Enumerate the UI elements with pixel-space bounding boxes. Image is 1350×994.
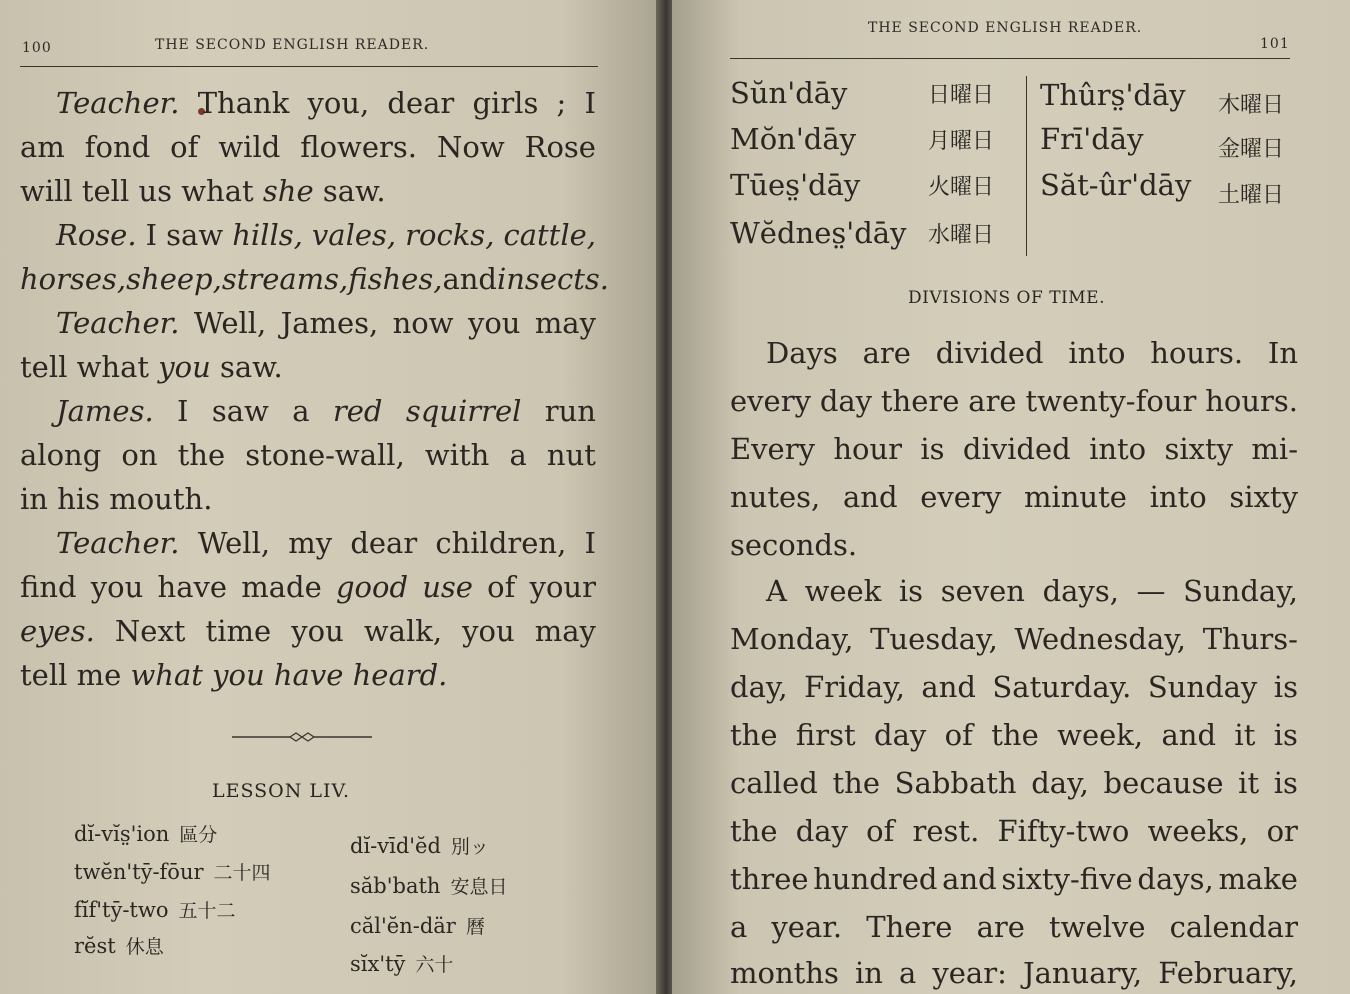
- word: sixty-five: [1001, 862, 1133, 896]
- word: Thurs-: [1202, 622, 1298, 656]
- word: are: [862, 336, 911, 370]
- word: divided: [935, 336, 1044, 370]
- vocab-translation: 五十二: [178, 900, 236, 922]
- paragraph-line: [730, 718, 1298, 752]
- paragraph-line: [730, 766, 1298, 800]
- word: minute: [1023, 480, 1127, 514]
- word: Well,: [193, 306, 267, 340]
- text-run: will tell us what: [20, 174, 263, 208]
- word: a: [292, 394, 310, 428]
- word: with: [424, 438, 490, 472]
- dialogue-line: [20, 262, 609, 296]
- text-run: saw.: [313, 174, 386, 208]
- paragraph-line: [730, 622, 1298, 656]
- word: a: [899, 956, 917, 990]
- word: three: [730, 862, 809, 896]
- word: divided: [962, 432, 1071, 466]
- word: into: [1089, 432, 1147, 466]
- word: made: [241, 570, 322, 604]
- dialogue-line: [20, 130, 596, 164]
- word: a: [730, 910, 748, 944]
- dialogue-line: [20, 438, 596, 472]
- word: it: [1234, 718, 1256, 752]
- word: months: [730, 956, 839, 990]
- dialogue-line: [20, 482, 212, 516]
- dialogue-line: [20, 614, 596, 648]
- day-name: Sŭn'dāy: [730, 76, 848, 110]
- word: Teacher.: [56, 306, 180, 340]
- word: Thank: [197, 86, 290, 120]
- dialogue-line: [56, 306, 596, 340]
- word: horses,: [20, 262, 127, 296]
- word: are: [976, 910, 1025, 944]
- day-name: Wĕdnes̤'dāy: [730, 216, 907, 250]
- vocab-word: fĭf'tȳ-two: [74, 898, 169, 922]
- word: nut: [546, 438, 596, 472]
- word: There: [866, 910, 953, 944]
- word: every: [920, 480, 1002, 514]
- page-number-right: 101: [1260, 36, 1290, 52]
- running-head-left: THE SECOND ENGLISH READER.: [155, 37, 430, 53]
- paragraph-line: [730, 910, 1298, 944]
- word: hours.: [1150, 336, 1244, 370]
- word: is: [898, 574, 924, 608]
- word: days,: [1137, 862, 1214, 896]
- day-name: Mŏn'dāy: [730, 122, 857, 156]
- word: squirrel: [405, 394, 522, 428]
- word: Rose.: [56, 218, 137, 252]
- word: of: [487, 570, 516, 604]
- word: I: [177, 394, 189, 428]
- vocab-translation: 安息日: [450, 876, 508, 898]
- word: seven: [940, 574, 1025, 608]
- word: is: [920, 432, 945, 466]
- word: —: [1136, 574, 1166, 608]
- word: Sunday: [1147, 670, 1258, 704]
- word: Teacher.: [56, 526, 180, 560]
- word: Fifty-two: [997, 814, 1130, 848]
- word: sixty: [1164, 432, 1234, 466]
- word: the: [730, 718, 778, 752]
- word: flowers.: [300, 130, 418, 164]
- word: because: [1103, 766, 1224, 800]
- vocab-entry: [74, 858, 271, 885]
- word: day,: [730, 670, 788, 704]
- paragraph-line: [730, 814, 1298, 848]
- word: year.: [771, 910, 843, 944]
- paragraph-line: [730, 956, 1298, 990]
- word: of: [866, 814, 895, 848]
- word: red: [332, 394, 383, 428]
- lesson-heading: LESSON LIV.: [212, 780, 350, 802]
- vocab-word: căl'ĕn-där: [350, 914, 456, 938]
- word: Monday,: [730, 622, 854, 656]
- word: is: [1273, 766, 1298, 800]
- word: the: [832, 766, 880, 800]
- right-page: [672, 0, 1350, 994]
- word: sixty: [1229, 480, 1298, 514]
- word: hour: [833, 432, 903, 466]
- word: Next: [114, 614, 186, 648]
- vocab-entry: [350, 832, 489, 859]
- word: day,: [1031, 766, 1089, 800]
- section-title: DIVISIONS OF TIME.: [908, 288, 1105, 308]
- vocab-entry: [74, 932, 164, 959]
- word: and: [442, 262, 497, 296]
- word: and: [1161, 718, 1217, 752]
- paragraph-line: [730, 480, 1298, 514]
- day-name: Săt-ûr'dāy: [1040, 168, 1192, 202]
- dialogue-line: [56, 526, 596, 560]
- text-run: tell what: [20, 350, 159, 384]
- word: hundred: [813, 862, 938, 896]
- day-name: Thûrs̤'dāy: [1040, 78, 1186, 112]
- word: first: [795, 718, 856, 752]
- word: have: [157, 570, 228, 604]
- vocab-translation: 六十: [415, 954, 454, 976]
- vocab-translation: 休息: [125, 936, 164, 958]
- dialogue-line: [20, 658, 447, 692]
- text-run: what you have heard.: [130, 658, 448, 692]
- word: cattle,: [503, 218, 596, 252]
- vocab-entry: [74, 896, 236, 923]
- word: fond: [84, 130, 151, 164]
- word: January,: [1022, 956, 1143, 990]
- word: I: [145, 218, 158, 252]
- running-head-right: THE SECOND ENGLISH READER.: [868, 20, 1143, 36]
- word: you: [467, 306, 521, 340]
- paragraph-line: [730, 670, 1298, 704]
- word: of: [944, 718, 973, 752]
- word: hills,: [232, 218, 303, 252]
- day-translation: 水曜日: [928, 223, 995, 248]
- word: walk,: [363, 614, 443, 648]
- word: James.: [56, 394, 154, 428]
- word: dear: [387, 86, 455, 120]
- word: run: [544, 394, 596, 428]
- word: you: [90, 570, 144, 604]
- day-translation: 火曜日: [928, 175, 995, 200]
- section-ornament: [232, 730, 372, 744]
- word: twenty-four: [1025, 384, 1197, 418]
- word: time: [205, 614, 272, 648]
- word: you: [462, 614, 515, 648]
- word: your: [529, 570, 596, 604]
- head-rule-right: [730, 58, 1290, 59]
- vocab-translation: 曆: [465, 916, 485, 938]
- dialogue-line: [20, 570, 596, 604]
- word: make: [1218, 862, 1298, 896]
- word: I: [584, 86, 596, 120]
- word: eyes.: [20, 614, 95, 648]
- word: In: [1267, 336, 1298, 370]
- day-translation: 月曜日: [928, 129, 995, 154]
- head-rule-left: [20, 66, 598, 67]
- day-translation: 日曜日: [928, 83, 995, 108]
- dialogue-line: [20, 350, 283, 384]
- paragraph-line: [730, 384, 1298, 418]
- dialogue-line: [56, 86, 596, 120]
- word: Saturday.: [992, 670, 1132, 704]
- word: vales,: [311, 218, 397, 252]
- vocab-translation: 二十四: [213, 862, 271, 884]
- word: day: [819, 384, 873, 418]
- word: Now: [436, 130, 505, 164]
- word: insects.: [496, 262, 609, 296]
- word: is: [1273, 670, 1298, 704]
- word: may: [534, 614, 596, 648]
- vocab-entry: [74, 820, 217, 847]
- vocab-translation: 區分: [179, 824, 218, 846]
- day-translation: 土曜日: [1218, 183, 1285, 208]
- word: Every: [730, 432, 815, 466]
- word: my: [288, 526, 333, 560]
- word: year:: [932, 956, 1007, 990]
- word: and: [921, 670, 976, 704]
- vocab-entry: [350, 872, 507, 899]
- paragraph-line: [766, 336, 1298, 370]
- day-translation: 木曜日: [1218, 93, 1285, 118]
- word: Sunday,: [1183, 574, 1298, 608]
- word: may: [534, 306, 596, 340]
- vocab-entry: [350, 912, 485, 939]
- word: stone-wall,: [245, 438, 405, 472]
- vocab-word: dĭ-vĭs̤'ion: [74, 822, 170, 846]
- word: weeks,: [1147, 814, 1249, 848]
- vocab-word: rĕst: [74, 934, 116, 958]
- word: calendar: [1169, 910, 1298, 944]
- word: there: [880, 384, 960, 418]
- word: the: [991, 718, 1039, 752]
- word: are: [968, 384, 1017, 418]
- text-run: you: [158, 350, 211, 384]
- word: wild: [218, 130, 281, 164]
- word: streams,: [221, 262, 349, 296]
- text-run: in his mouth.: [20, 482, 213, 516]
- word: Friday,: [804, 670, 905, 704]
- word: Tuesday,: [870, 622, 998, 656]
- vocab-translation: 別ッ: [450, 836, 489, 858]
- text-run: tell me: [20, 658, 131, 692]
- word: saw: [166, 218, 224, 252]
- word: week: [804, 574, 882, 608]
- word: fishes,: [348, 262, 443, 296]
- word: the: [730, 814, 778, 848]
- word: A: [766, 574, 787, 608]
- left-page: [0, 0, 660, 994]
- word: in: [854, 956, 883, 990]
- word: children,: [435, 526, 567, 560]
- word: or: [1266, 814, 1298, 848]
- word: Sabbath: [894, 766, 1017, 800]
- word: saw: [211, 394, 269, 428]
- word: am: [20, 130, 65, 164]
- day-name: Tūes̤'dāy: [730, 168, 861, 202]
- day-translation: 金曜日: [1218, 137, 1285, 162]
- paragraph-line: seconds.: [730, 528, 858, 562]
- word: mi-: [1251, 432, 1298, 466]
- word: and: [942, 862, 997, 896]
- word: rest.: [912, 814, 980, 848]
- word: Rose: [524, 130, 596, 164]
- word: you: [291, 614, 344, 648]
- word: use: [422, 570, 473, 604]
- word: rocks,: [405, 218, 495, 252]
- vocab-word: sĭx'tȳ: [350, 952, 406, 976]
- word: of: [170, 130, 199, 164]
- word: dear: [350, 526, 418, 560]
- word: called: [730, 766, 818, 800]
- day-name: Frī'dāy: [1040, 122, 1144, 156]
- word: on: [121, 438, 158, 472]
- word: Wednesday,: [1014, 622, 1187, 656]
- page-number-left: 100: [22, 40, 52, 56]
- days-column-divider: [1026, 76, 1027, 256]
- word: days,: [1042, 574, 1119, 608]
- word: girls: [472, 86, 539, 120]
- word: week,: [1057, 718, 1144, 752]
- word: sheep,: [126, 262, 222, 296]
- paragraph-line: [730, 862, 1298, 896]
- word: February,: [1158, 956, 1298, 990]
- paragraph-line: [766, 574, 1298, 608]
- word: day: [795, 814, 848, 848]
- word: Well,: [197, 526, 271, 560]
- paragraph-line: [730, 432, 1298, 466]
- word: into: [1068, 336, 1126, 370]
- word: along: [20, 438, 102, 472]
- word: James,: [280, 306, 379, 340]
- dialogue-line: [56, 218, 596, 252]
- word: day: [874, 718, 927, 752]
- word: is: [1273, 718, 1298, 752]
- word: good: [335, 570, 409, 604]
- word: into: [1149, 480, 1207, 514]
- word: every: [730, 384, 811, 418]
- dialogue-line: [20, 174, 386, 208]
- text-run: she: [262, 174, 314, 208]
- word: nutes,: [730, 480, 821, 514]
- word: Teacher.: [56, 86, 180, 120]
- vocab-word: twĕn'tȳ-fōur: [74, 860, 204, 884]
- word: a: [509, 438, 527, 472]
- word: now: [392, 306, 454, 340]
- dialogue-line: [56, 394, 596, 428]
- vocab-word: dĭ-vīd'ĕd: [350, 834, 441, 858]
- vocab-word: săb'bath: [350, 874, 441, 898]
- word: twelve: [1049, 910, 1146, 944]
- word: the: [177, 438, 226, 472]
- word: you,: [307, 86, 370, 120]
- text-run: saw.: [210, 350, 283, 384]
- word: I: [584, 526, 596, 560]
- word: hours.: [1205, 384, 1298, 418]
- word: it: [1238, 766, 1260, 800]
- word: and: [843, 480, 898, 514]
- vocab-entry: [350, 950, 453, 977]
- word: ;: [556, 86, 567, 120]
- word: find: [20, 570, 77, 604]
- word: Days: [766, 336, 838, 370]
